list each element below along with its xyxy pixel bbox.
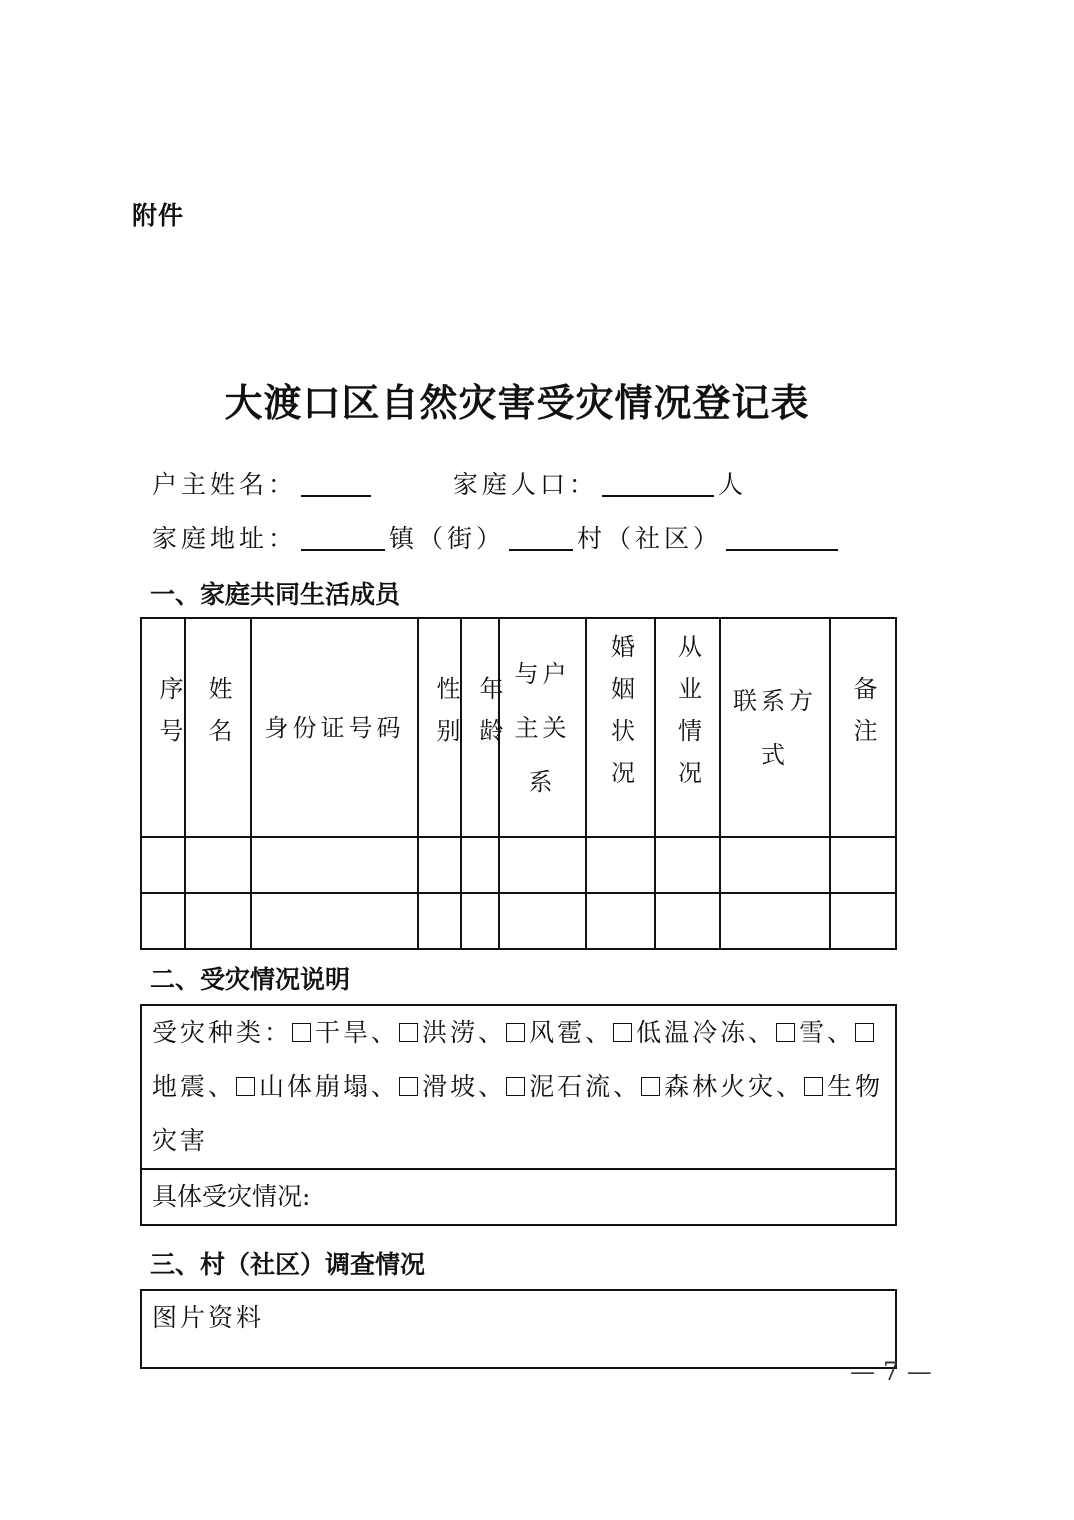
cell-remarks[interactable] [830, 893, 896, 949]
disaster-option-label: 生物灾害 [152, 1072, 884, 1155]
disaster-option-label: 干旱 [315, 1018, 372, 1047]
separator: 、 [208, 1072, 237, 1101]
header-age: 年龄 [461, 618, 499, 837]
disaster-option[interactable] [506, 1072, 613, 1101]
head-name-blank[interactable] [301, 469, 371, 497]
checkbox[interactable] [399, 1023, 418, 1042]
disaster-option[interactable] [236, 1072, 371, 1101]
checkbox[interactable] [399, 1077, 418, 1096]
cell-contact[interactable] [720, 837, 830, 893]
cell-age[interactable] [461, 893, 499, 949]
disaster-option-label: 风雹 [529, 1018, 586, 1047]
town-label: 镇（街） [389, 524, 506, 553]
checkbox[interactable] [292, 1023, 311, 1042]
checkbox[interactable] [613, 1023, 632, 1042]
address-line [152, 519, 842, 555]
disaster-option-label: 雪 [799, 1018, 828, 1047]
header-id-number: 身份证号码 [251, 618, 418, 837]
members-table [140, 617, 897, 950]
cell-index[interactable] [141, 893, 185, 949]
address-label: 家庭地址： [152, 524, 298, 553]
cell-remarks[interactable] [830, 837, 896, 893]
population-unit: 人 [717, 470, 747, 499]
form-title: 大渡口区自然灾害受灾情况登记表 [224, 380, 810, 425]
cell-index[interactable] [141, 837, 185, 893]
header-contact: 联系方式 [720, 618, 830, 837]
separator: 、 [776, 1072, 805, 1101]
separator: 、 [613, 1072, 642, 1101]
village-label: 村（社区） [577, 524, 723, 553]
table-row [141, 837, 896, 893]
disaster-option-label: 低温冷冻 [636, 1018, 749, 1047]
cell-age[interactable] [461, 837, 499, 893]
table-header-row [141, 618, 896, 837]
checkbox[interactable] [506, 1023, 525, 1042]
cell-marital[interactable] [586, 837, 655, 893]
checkbox[interactable] [855, 1023, 874, 1042]
cell-relation[interactable] [499, 893, 586, 949]
disaster-option[interactable] [399, 1018, 478, 1047]
separator: 、 [827, 1018, 856, 1047]
section-disaster-heading: 二、受灾情况说明 [150, 965, 351, 994]
page-number: — 7 — [850, 1357, 932, 1386]
header-gender: 性别 [418, 618, 461, 837]
cell-id-number[interactable] [251, 837, 418, 893]
disaster-types [142, 1006, 895, 1168]
disaster-option-label: 地震 [152, 1072, 209, 1101]
disaster-option[interactable] [506, 1018, 585, 1047]
disaster-option-label: 滑坡 [422, 1072, 479, 1101]
cell-relation[interactable] [499, 837, 586, 893]
header-name: 姓名 [185, 618, 251, 837]
disaster-option-label: 洪涝 [422, 1018, 479, 1047]
table-row [141, 893, 896, 949]
disaster-option[interactable] [776, 1018, 827, 1047]
population-label: 家庭人口： [452, 470, 598, 499]
village-blank[interactable] [509, 523, 573, 551]
cell-gender[interactable] [418, 837, 461, 893]
cell-occupation[interactable] [655, 893, 720, 949]
separator: 、 [478, 1018, 507, 1047]
cell-name[interactable] [185, 837, 251, 893]
checkbox[interactable] [506, 1077, 525, 1096]
header-relation: 与户主关系 [499, 618, 586, 837]
detail-row[interactable] [142, 1168, 895, 1224]
separator: 、 [371, 1018, 400, 1047]
disaster-type-label: 受灾种类： [152, 1018, 293, 1047]
header-index: 序号 [141, 618, 185, 837]
checkbox[interactable] [641, 1077, 660, 1096]
photos-label: 图片资料 [152, 1303, 265, 1332]
disaster-option-label: 泥石流 [529, 1072, 614, 1101]
attachment-label: 附件 [132, 201, 185, 230]
photos-box [140, 1289, 897, 1369]
disaster-option-label: 森林火灾 [664, 1072, 777, 1101]
cell-id-number[interactable] [251, 893, 418, 949]
cell-contact[interactable] [720, 893, 830, 949]
separator: 、 [478, 1072, 507, 1101]
cell-name[interactable] [185, 893, 251, 949]
disaster-option[interactable] [399, 1072, 478, 1101]
cell-gender[interactable] [418, 893, 461, 949]
head-info-line [152, 465, 747, 501]
cell-marital[interactable] [586, 893, 655, 949]
disaster-option-label: 山体崩塌 [259, 1072, 372, 1101]
community-blank[interactable] [726, 523, 838, 551]
section-survey-heading: 三、村（社区）调查情况 [150, 1250, 426, 1279]
head-name-label: 户主姓名： [152, 470, 298, 499]
section-members-heading: 一、家庭共同生活成员 [150, 580, 401, 609]
checkbox[interactable] [776, 1023, 795, 1042]
cell-occupation[interactable] [655, 837, 720, 893]
checkbox[interactable] [804, 1077, 823, 1096]
header-marital: 婚姻状况 [586, 618, 655, 837]
checkbox[interactable] [236, 1077, 255, 1096]
population-blank[interactable] [602, 469, 714, 497]
detail-label: 具体受灾情况: [152, 1182, 311, 1211]
separator: 、 [748, 1018, 777, 1047]
separator: 、 [371, 1072, 400, 1101]
header-occupation: 从业情况 [655, 618, 720, 837]
town-blank[interactable] [301, 523, 385, 551]
header-remarks: 备注 [830, 618, 896, 837]
disaster-box [140, 1004, 897, 1226]
separator: 、 [585, 1018, 614, 1047]
disaster-option[interactable] [292, 1018, 371, 1047]
disaster-option[interactable] [641, 1072, 776, 1101]
disaster-option[interactable] [613, 1018, 748, 1047]
